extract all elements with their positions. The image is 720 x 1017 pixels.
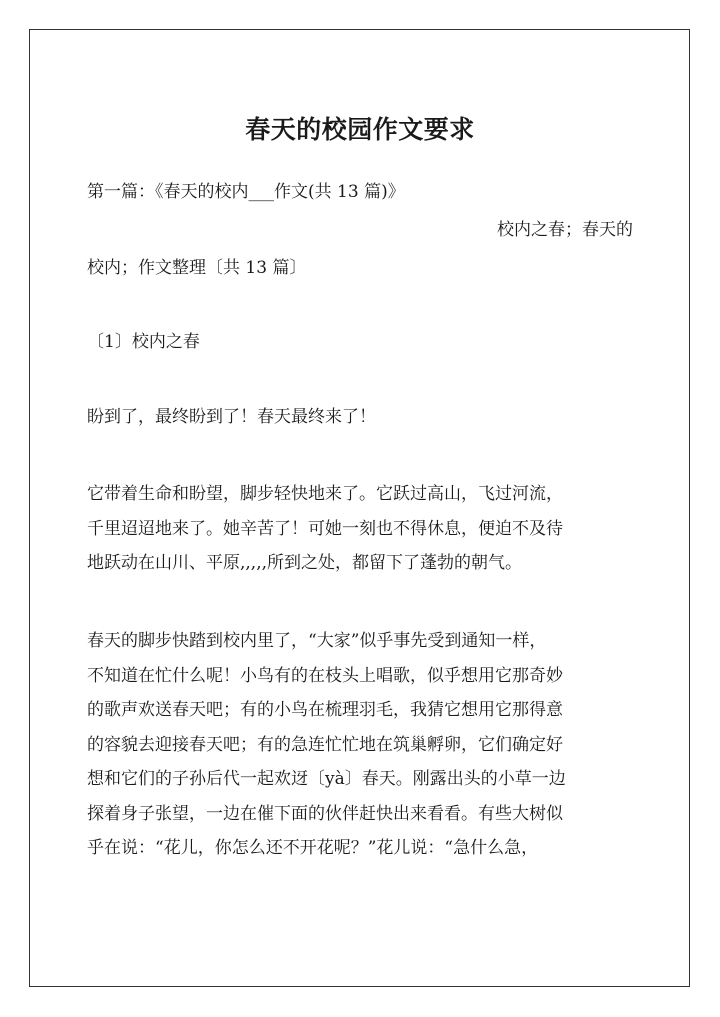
paragraph-1: [87, 406, 633, 428]
paragraph-line: 乎在说：“花儿，你怎么还不开花呢？”花儿说：“急什么急，: [87, 838, 539, 858]
paragraph-line: 它带着生命和盼望，脚步轻快地来了。它跃过高山，飞过河流，: [87, 484, 563, 504]
paragraph-line: 千里迢迢地来了。她辛苦了！可她一刻也不得休息，便迫不及待: [87, 518, 563, 539]
paragraph-3: [87, 630, 633, 859]
document-title: 春天的校园作文要求: [245, 115, 475, 144]
paragraph-line: 不知道在忙什么呢！小鸟有的在枝头上唱歌，似乎想用它那奇妙: [87, 665, 563, 686]
paragraph-line: 的容貌去迎接春天吧；有的急连忙忙地在筑巢孵卵，它们确定好: [87, 734, 563, 755]
paragraph-line: 的歌声欢送春天吧；有的小鸟在梳理羽毛，我猜它想用它那得意: [87, 700, 563, 720]
toc-line-2: 校内；作文整理〔共 13 篇〕: [87, 258, 307, 278]
toc-line-1: 校内之春；春天的: [497, 220, 633, 240]
paragraph-line: 春天的脚步快踏到校内里了，“大家”似乎事先受到通知一样，: [87, 631, 547, 651]
paragraph-line: 地跃动在山川、平原,,,,,所到之处，都留下了蓬勃的朝气。: [87, 553, 523, 573]
paragraph-line: 想和它们的子孙后代一起欢迓〔yà〕春天。刚露出头的小草一边: [87, 769, 566, 789]
section-heading: 〔1〕校内之春: [87, 332, 200, 352]
paragraph-line: 探着身子张望，一边在催下面的伙伴赶快出来看看。有些大树似: [87, 803, 563, 824]
subtitle-line: 第一篇：《春天的校内___作文(共 13 篇)》: [87, 182, 405, 202]
paragraph-line: 盼到了，最终盼到了！春天最终来了！: [87, 407, 376, 427]
paragraph-2: [87, 483, 633, 574]
